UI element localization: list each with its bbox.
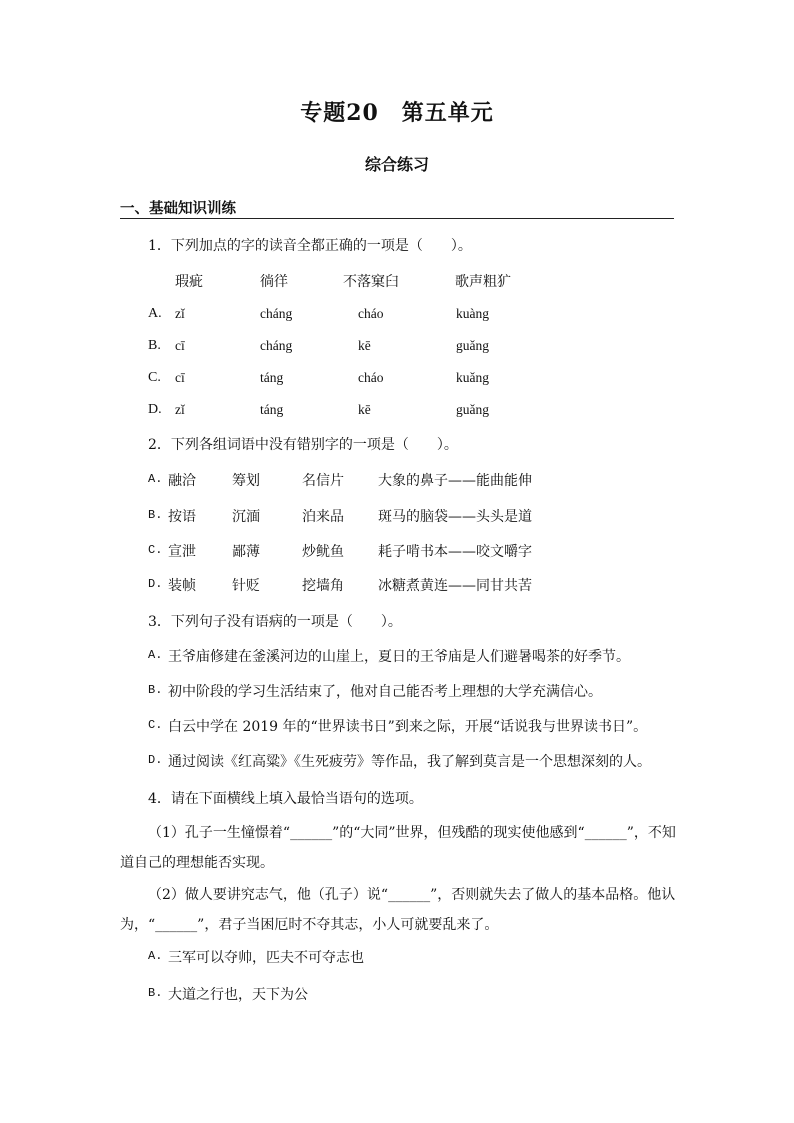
page-subtitle: 综合练习 xyxy=(364,155,429,174)
pinyin-cell: cháo xyxy=(358,306,384,321)
option-letter: B. xyxy=(148,683,163,697)
pinyin-cell: kē xyxy=(358,402,371,417)
word-cell: 斑马的脑袋——头头是道 xyxy=(378,509,532,525)
pinyin-cell: guǎng xyxy=(456,338,489,353)
word-cell: 耗子啃书本——咬文嚼字 xyxy=(378,544,532,560)
question-2-stem: 2．下列各组词语中没有错别字的一项是（ ）。 xyxy=(148,437,458,453)
pinyin-cell: táng xyxy=(260,402,284,417)
option-letter: B. xyxy=(148,338,161,353)
option-letter: B. xyxy=(148,986,163,1000)
word-cell: 沉湎 xyxy=(232,509,260,525)
section-divider xyxy=(120,218,674,219)
question-4-part-1: （1）孔子一生憧憬着“______”的“大同”世界，但残酷的现实使他感到“______”，不知道自己的理想能否实现。 xyxy=(120,825,676,871)
option-text: 王爷庙修建在釜溪河边的山崖上，夏日的王爷庙是人们避暑喝茶的好季节。 xyxy=(168,649,630,665)
option-letter: C. xyxy=(148,370,161,385)
section-heading: 一、基础知识训练 xyxy=(120,200,236,217)
option-letter: A. xyxy=(148,949,163,963)
question-4-part-2: （2）做人要讲究志气，他（孔子）说“______”，否则就失去了做人的基本品格。他认为，“______”，君子当困厄时不夺其志，小人可就要乱来了。 xyxy=(120,887,676,933)
option-letter: D. xyxy=(148,402,162,417)
question-4-stem: 4．请在下面横线上填入最恰当语句的选项。 xyxy=(148,791,423,807)
pinyin-cell: cháo xyxy=(358,370,384,385)
word-cell: 瑕疵 xyxy=(175,274,203,290)
option-text: 白云中学在 2019 年的“世界读书日”到来之际，开展“话说我与世界读书日”。 xyxy=(168,719,648,735)
pinyin-cell: kē xyxy=(358,338,371,353)
word-cell: 不落窠臼 xyxy=(343,274,399,290)
word-cell: 泊来品 xyxy=(302,509,344,525)
page-title: 专题20 第五单元 xyxy=(300,100,494,126)
word-cell: 筹划 xyxy=(232,473,260,489)
option-letter: C. xyxy=(148,718,163,732)
option-letter: C. xyxy=(148,543,163,557)
word-cell: 大象的鼻子——能曲能伸 xyxy=(378,473,532,489)
word-cell: 鄙薄 xyxy=(232,544,260,560)
word-cell: 炒鱿鱼 xyxy=(302,544,344,560)
pinyin-cell: kuǎng xyxy=(456,370,489,385)
pinyin-cell: cháng xyxy=(260,338,293,353)
word-cell: 装帧 xyxy=(168,578,196,594)
option-letter: D. xyxy=(148,577,163,591)
word-cell: 徜徉 xyxy=(260,274,288,290)
word-cell: 歌声粗犷 xyxy=(455,274,511,290)
pinyin-cell: cī xyxy=(175,370,185,385)
pinyin-cell: cī xyxy=(175,338,185,353)
option-letter: A. xyxy=(148,472,163,486)
option-letter: B. xyxy=(148,508,163,522)
question-1-stem: 1．下列加点的字的读音全都正确的一项是（ ）。 xyxy=(148,238,472,254)
pinyin-cell: zǐ xyxy=(175,402,185,417)
word-cell: 名信片 xyxy=(302,473,344,489)
pinyin-cell: zǐ xyxy=(175,306,185,321)
word-cell: 宣泄 xyxy=(168,544,196,560)
word-cell: 按语 xyxy=(168,509,196,525)
pinyin-cell: táng xyxy=(260,370,284,385)
option-text: 初中阶段的学习生活结束了，他对自己能否考上理想的大学充满信心。 xyxy=(168,684,602,700)
word-cell: 针贬 xyxy=(232,578,260,594)
word-cell: 挖墙角 xyxy=(302,578,344,594)
option-text: 三军可以夺帅，匹夫不可夺志也 xyxy=(168,950,364,966)
question-3-stem: 3．下列句子没有语病的一项是（ ）。 xyxy=(148,614,402,630)
pinyin-cell: cháng xyxy=(260,306,293,321)
word-cell: 融洽 xyxy=(168,473,196,489)
option-text: 通过阅读《红高粱》《生死疲劳》等作品，我了解到莫言是一个思想深刻的人。 xyxy=(168,754,651,770)
option-letter: A. xyxy=(148,648,163,662)
pinyin-cell: guǎng xyxy=(456,402,489,417)
pinyin-cell: kuàng xyxy=(456,306,489,321)
word-cell: 冰糖煮黄连——同甘共苦 xyxy=(378,578,532,594)
option-text: 大道之行也，天下为公 xyxy=(168,987,308,1003)
option-letter: A. xyxy=(148,306,162,321)
option-letter: D. xyxy=(148,753,163,767)
